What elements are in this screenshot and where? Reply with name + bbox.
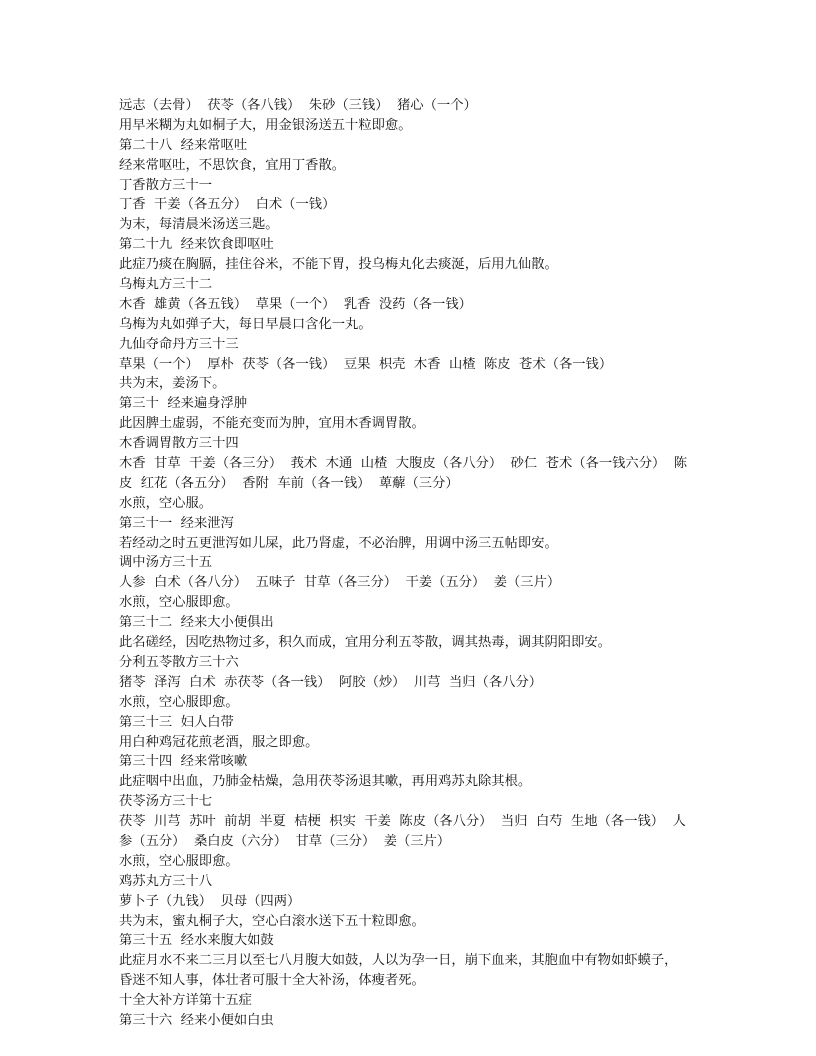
description-line: 若经动之时五更泄泻如儿屎，此乃肾虚，不必治脾，用调中汤三五帖即安。 [119,535,558,551]
section-heading: 第三十一 经来泄泻 [119,515,234,531]
instruction-line: 水煎，空心服即愈。 [119,595,239,611]
formula-title: 九仙夺命丹方三十三 [119,336,239,352]
instruction-line: 水煎，空心服即愈。 [119,853,239,869]
instruction-line: 共为末，姜汤下。 [119,376,226,392]
section-heading: 第三十六 经来小便如白虫 [119,1012,274,1028]
cross-reference-line: 十全大补方详第十五症 [119,993,252,1009]
formula-title: 茯苓汤方三十七 [119,794,213,810]
ingredients-line: 皮 红花（各五分） 香附 车前（各一钱） 萆薢（三分） [119,475,459,491]
ingredients-line: 草果（一个） 厚朴 茯苓（各一钱） 豆果 枳壳 木香 山楂 陈皮 苍术（各一钱） [119,356,613,372]
formula-title: 丁香散方三十一 [119,177,213,193]
formula-title: 鸡苏丸方三十八 [119,873,213,889]
ingredients-line: 参（五分） 桑白皮（六分） 甘草（三分） 姜（三片） [119,833,451,849]
description-line: 经来常呕吐，不思饮食，宜用丁香散。 [119,157,346,173]
formula-title: 调中汤方三十五 [119,555,213,571]
description-line: 昏迷不知人事，体壮者可服十全大补汤，体瘦者死。 [119,973,425,989]
section-heading: 第二十九 经来饮食即呕吐 [119,237,274,253]
instruction-line: 共为末，蜜丸桐子大，空心白滚水送下五十粒即愈。 [119,913,425,929]
ingredients-line: 丁香 干姜（各五分） 白术（一钱） [119,197,336,213]
ingredients-line: 人参 白术（各八分） 五味子 甘草（各三分） 干姜（五分） 姜（三片） [119,575,561,591]
description-line: 此因脾土虚弱，不能充变而为肿，宜用木香调胃散。 [119,416,425,432]
section-heading: 第三十二 经来大小便俱出 [119,615,274,631]
instruction-line: 乌梅为丸如弹子大，每日早晨口含化一丸。 [119,316,372,332]
formula-title: 分利五苓散方三十六 [119,654,239,670]
instruction-line: 为末，每清晨米汤送三匙。 [119,217,279,233]
description-line: 此名磋经，因吃热物过多，积久而成，宜用分利五苓散，调其热毒，调其阴阳即安。 [119,635,611,651]
instruction-line: 水煎，空心服即愈。 [119,694,239,710]
ingredients-line: 猪苓 泽泻 白术 赤茯苓（各一钱） 阿胶（炒） 川芎 当归（各八分） [119,674,543,690]
section-heading: 第二十八 经来常呕吐 [119,137,248,153]
ingredients-line: 萝卜子（九钱） 贝母（四两） [119,893,301,909]
description-line: 此症月水不来二三月以至七八月腹大如鼓，人以为孕一日，崩下血来，其胞血中有物如虾蟆子， [119,953,678,969]
ingredients-line: 木香 雄黄（各五钱） 草果（一个） 乳香 没药（各一钱） [119,296,472,312]
instruction-line: 水煎，空心服。 [119,495,213,511]
description-line: 用白种鸡冠花煎老酒，服之即愈。 [119,734,319,750]
section-heading: 第三十五 经水来腹大如鼓 [119,933,274,949]
description-line: 此症乃痰在胸膈，挂住谷米，不能下胃，投乌梅丸化去痰涎，后用九仙散。 [119,257,558,273]
section-heading: 第三十 经来遍身浮肿 [119,396,248,412]
ingredients-line: 远志（去骨） 茯苓（各八钱） 朱砂（三钱） 猪心（一个） [119,98,477,113]
description-line: 此症咽中出血，乃肺金枯燥，急用茯苓汤退其嗽，再用鸡苏丸除其根。 [119,774,532,790]
ingredients-line: 茯苓 川芎 苏叶 前胡 半夏 桔梗 枳实 干姜 陈皮（各八分） 当归 白芍 生地（各一钱） 人 [119,814,686,830]
formula-title: 木香调胃散方三十四 [119,436,239,452]
instruction-line: 用早米糊为丸如桐子大，用金银汤送五十粒即愈。 [119,117,412,133]
document-page [119,96,699,1031]
section-heading: 第三十四 经来常咳嗽 [119,754,248,770]
formula-title: 乌梅丸方三十二 [119,277,213,293]
ingredients-line: 木香 甘草 干姜（各三分） 莪术 木通 山楂 大腹皮（各八分） 砂仁 苍术（各一钱六分） 陈 [119,456,688,472]
section-heading: 第三十三 妇人白带 [119,714,234,730]
